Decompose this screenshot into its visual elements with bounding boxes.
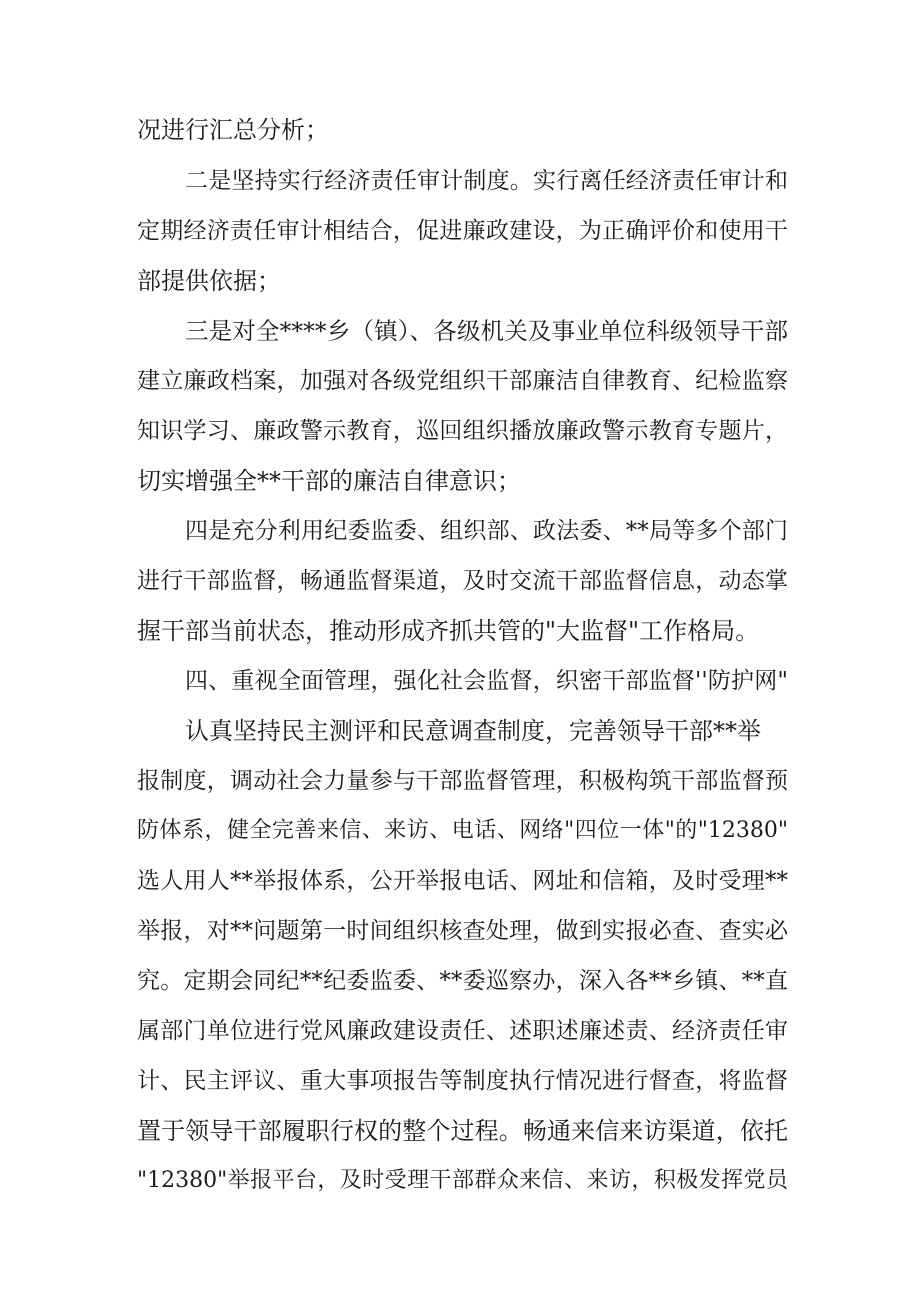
text-line-9: 四是充分利用纪委监委、组织部、政法委、**局等多个部门 <box>185 518 788 544</box>
text-line-6: 建立廉政档案，加强对各级党组织干部廉洁自律教育、纪检监察 <box>137 368 788 394</box>
text-line-10: 进行干部监督，畅通监督渠道，及时交流干部监督信息，动态掌 <box>137 568 788 594</box>
text-line-11: 握干部当前状态，推动形成齐抓共管的"大监督"工作格局。 <box>137 617 760 645</box>
text-line-2: 二是坚持实行经济责任审计制度。实行离任经济责任审计和 <box>185 168 788 194</box>
text-line-17: 举报，对**问题第一时间组织核查处理，做到实报必查、查实必 <box>137 918 788 944</box>
text-line-20: 计、民主评议、重大事项报告等制度执行情况进行督查，将监督 <box>137 1068 788 1094</box>
text-line-7: 知识学习、廉政警示教育，巡回组织播放廉政警示教育专题片， <box>137 418 788 444</box>
text-line-21: 置于领导干部履职行权的整个过程。畅通来信来访渠道，依托 <box>137 1117 788 1145</box>
text-line-5: 三是对全****乡（镇）、各级机关及事业单位科级领导干部 <box>185 317 788 345</box>
text-line-22: "12380"举报平台，及时受理干部群众来信、来访，积极发挥党员 <box>137 1168 788 1193</box>
text-line-18: 究。定期会同纪**纪委监委、**委巡察办，深入各**乡镇、**直 <box>137 968 788 994</box>
text-line-8: 切实增强全**干部的廉洁自律意识； <box>137 467 521 495</box>
text-line-3: 定期经济责任审计相结合，促进廉政建设，为正确评价和使用干 <box>137 218 788 244</box>
text-line-19: 属部门单位进行党风廉政建设责任、述职述廉述责、经济责任审 <box>137 1018 788 1044</box>
text-line-14: 报制度，调动社会力量参与干部监督管理，积极构筑干部监督预 <box>137 768 788 794</box>
text-line-16: 选人用人**举报体系，公开举报电话、网址和信箱，及时受理** <box>137 868 788 894</box>
text-line-4: 部提供依据； <box>137 267 281 295</box>
text-line-1: 况进行汇总分析； <box>137 116 329 144</box>
text-line-13: 认真坚持民主测评和民意调查制度，完善领导干部**举 <box>185 717 761 745</box>
text-line-15: 防体系，健全完善来信、来访、电话、网络"四位一体"的"12380" <box>137 818 788 843</box>
section-heading: 四、重视全面管理，强化社会监督，织密干部监督''防护网" <box>185 668 788 694</box>
